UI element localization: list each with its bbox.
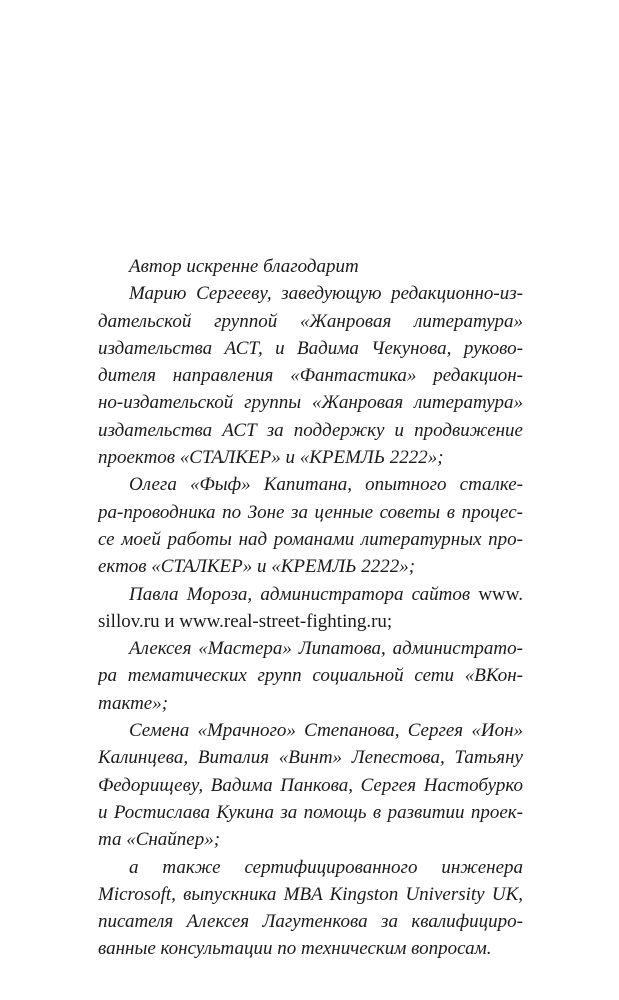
text-line xyxy=(98,581,523,608)
text-line: Семена «Мрачного» Степанова, Сергея «Ион» xyxy=(129,720,523,742)
text-line: се моей работы над романами литературных про- xyxy=(98,528,523,550)
text-line: дителя направления «Фантастика» редакцион- xyxy=(98,365,523,387)
text-line: Олега «Фыф» Капитана, опытного сталке- xyxy=(129,474,523,496)
text-line: ектов «СТАЛКЕР» и «КРЕМЛЬ 2222»; xyxy=(98,556,416,578)
text-line: Microsoft, выпускника MBA Kingston University UK, xyxy=(98,883,523,905)
text-line: проектов «СТАЛКЕР» и «КРЕМЛЬ 2222»; xyxy=(98,447,444,469)
website-urls: sillov.ru и www.real-street-fighting.ru; xyxy=(98,610,393,632)
text-fragment: Павла Мороза, администратора сайтов xyxy=(129,583,471,605)
paragraph-kapitan xyxy=(98,471,523,580)
text-line: ра-проводника по Зоне за ценные советы в процес- xyxy=(98,501,523,523)
text-line: дательской группой «Жанровая литература» xyxy=(98,310,523,332)
paragraph-moroz xyxy=(98,581,523,636)
paragraph-stepanov xyxy=(98,717,523,853)
text-line: Алексея «Мастера» Липатова, администрато- xyxy=(129,638,523,660)
text-line: издательства АСТ, и Вадима Чекунова, руково- xyxy=(98,337,523,359)
acknowledgements-heading: Автор искренне благодарит xyxy=(129,256,359,277)
text-line: издательства АСТ за поддержку и продвижение xyxy=(98,419,523,441)
text-line: Марию Сергееву, заведующую редакционно-из- xyxy=(129,283,523,305)
text-line: такте»; xyxy=(98,692,169,714)
text-line: ванные консультации по техническим вопросам. xyxy=(98,938,492,960)
paragraph-lagutenkov xyxy=(98,854,523,963)
paragraph-lipatov xyxy=(98,635,523,717)
website-url: www. xyxy=(478,583,523,605)
text-line: Федорищеву, Вадима Панкова, Сергея Настобурко xyxy=(98,774,523,796)
text-line: та «Снайпер»; xyxy=(98,829,221,851)
text-line: и Ростислава Кукина за помощь в развитии проек- xyxy=(98,801,523,823)
text-line: Калинцева, Виталия «Винт» Лепестова, Татьяну xyxy=(98,747,523,769)
paragraph-sergeeva xyxy=(98,280,523,471)
text-line: но-издательской группы «Жанровая литература» xyxy=(98,392,523,414)
text-line: писателя Алексея Лагутенкова за квалифициро- xyxy=(98,911,523,933)
text-line: а также сертифицированного инженера xyxy=(129,856,523,878)
acknowledgements-text xyxy=(98,253,523,963)
text-line: ра тематических групп социальной сети «ВКон- xyxy=(98,665,523,687)
